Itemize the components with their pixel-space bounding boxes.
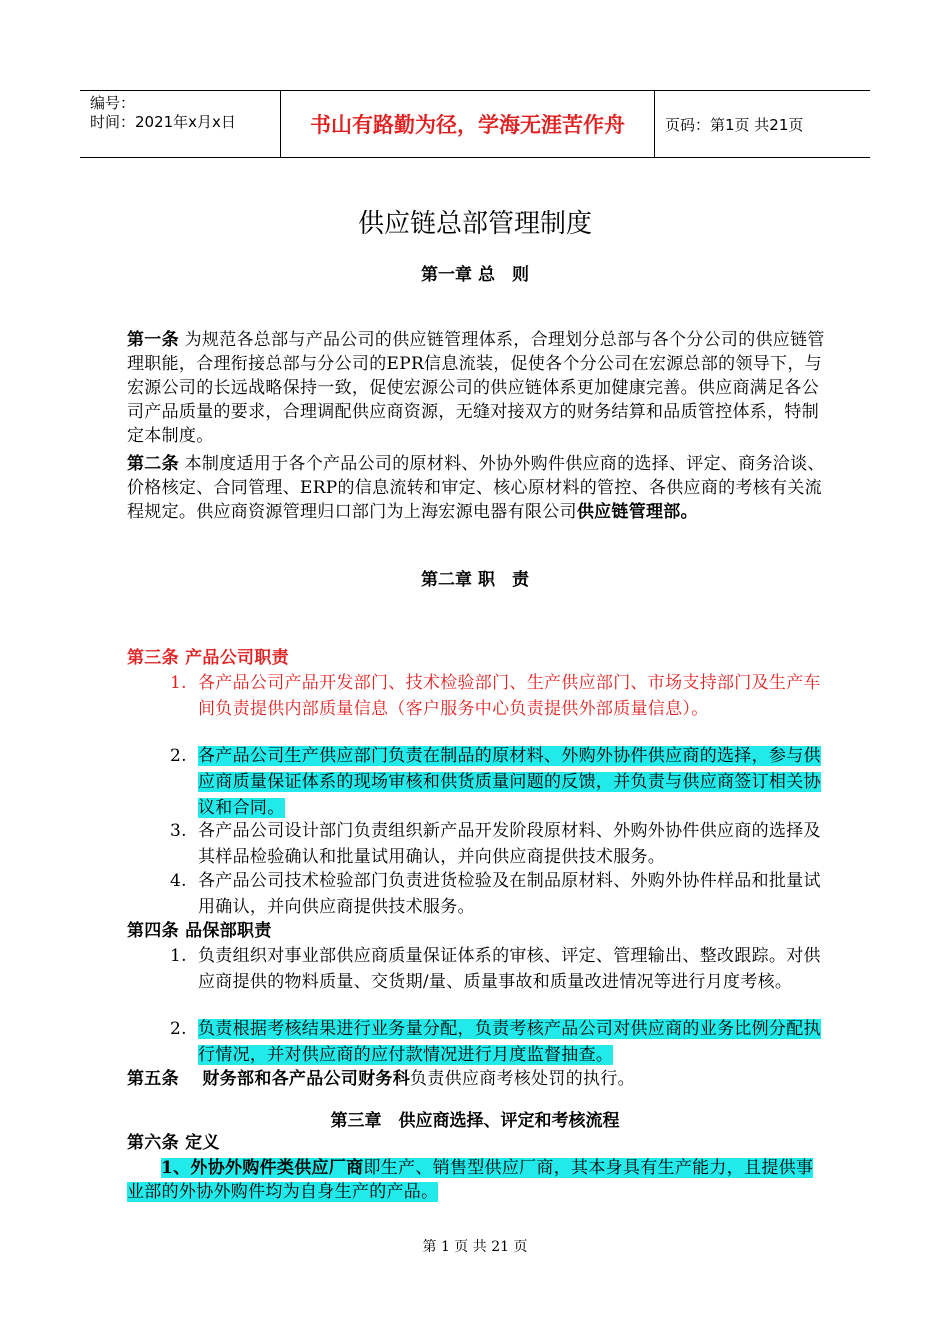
article-4-heading	[127, 919, 827, 943]
article-2-bold-tail: 供应链管理部。	[576, 502, 698, 522]
article-1-label: 第一条	[127, 330, 179, 350]
article-4-heading-text: 第四条 品保部职责	[127, 921, 272, 941]
article-6-text: 即生产、销售型供应厂商，其本身具有生产能力，且提供事业部的外协外购件均为自身生产的产品。	[127, 1158, 814, 1202]
article-3-item-1	[170, 670, 828, 722]
article-6-definition	[127, 1156, 827, 1204]
page-header	[80, 90, 870, 158]
list-text: 负责组织对事业部供应商质量保证体系的审核、评定、管理输出、整改跟踪。对供应商提供的物料质量、交货期/量、质量事故和质量改进情况等进行月度考核。	[198, 946, 821, 992]
article-3-heading	[127, 646, 827, 670]
time-label: 时间：2021年x月x日	[90, 113, 236, 131]
list-number: 4.	[170, 871, 187, 891]
article-5	[127, 1067, 827, 1091]
article-5-text: 负责供应商考核处罚的执行。	[410, 1069, 635, 1089]
list-text: 各产品公司产品开发部门、技术检验部门、生产供应部门、市场支持部门及生产车间负责提供内部质量信息（客户服务中心负责提供外部质量信息）。	[198, 673, 821, 719]
article-6-heading	[127, 1131, 827, 1155]
article-4-item-1	[170, 943, 828, 995]
article-6-heading-text: 第六条 定义	[127, 1133, 220, 1153]
list-text: 各产品公司设计部门负责组织新产品开发阶段原材料、外购外协件供应商的选择及其样品检验确认和批量试用确认，并向供应商提供技术服务。	[198, 821, 821, 867]
article-6-bold-lead: 1、外协外购件类供应厂商	[161, 1158, 364, 1178]
list-number: 1.	[170, 946, 187, 966]
number-label: 编号：	[90, 94, 136, 112]
header-page-info: 页码：第1页 共21页	[665, 115, 804, 134]
article-4-item-2	[170, 1016, 828, 1068]
chapter-1-heading: 第一章 总 则	[421, 265, 529, 285]
article-2-label: 第二条	[127, 454, 179, 474]
article-3-heading-text: 第三条 产品公司职责	[127, 648, 289, 668]
article-3-item-3	[170, 818, 828, 870]
list-number: 2.	[170, 1019, 187, 1039]
chapter-2-heading: 第二章 职 责	[421, 570, 529, 590]
article-5-label: 第五条 财务部和各产品公司财务科	[127, 1069, 411, 1089]
header-meta	[80, 91, 281, 157]
page-footer: 第 1 页 共 21 页	[422, 1239, 528, 1255]
list-number: 2.	[170, 746, 187, 766]
article-3-item-4	[170, 868, 828, 920]
list-text: 各产品公司技术检验部门负责进货检验及在制品原材料、外购外协件样品和批量试用确认，并向供应商提供技术服务。	[198, 871, 821, 917]
list-text: 负责根据考核结果进行业务量分配，负责考核产品公司对供应商的业务比例分配执行情况，并对供应商的应付款情况进行月度监督抽查。	[198, 1019, 821, 1065]
list-number: 1.	[170, 673, 187, 693]
list-text: 各产品公司生产供应部门负责在制品的原材料、外购外协件供应商的选择，参与供应商质量保证体系的现场审核和供货质量问题的反馈，并负责与供应商签订相关协议和合同。	[198, 746, 821, 818]
article-2-text: 本制度适用于各个产品公司的原材料、外协外购件供应商的选择、评定、商务洽谈、价格核定、合同管理、ERP的信息流转和审定、核心原材料的管控、各供应商的考核有关流程规定。供应商资源管理归口部门为上海宏源电器有限公司	[127, 454, 825, 522]
chapter-3-heading: 第三章 供应商选择、评定和考核流程	[330, 1111, 620, 1131]
header-motto: 书山有路勤为径，学海无涯苦作舟	[281, 91, 655, 157]
article-1	[127, 328, 827, 448]
article-1-text: 为规范各总部与产品公司的供应链管理体系，合理划分总部与各个分公司的供应链管理职能，合理衔接总部与分公司的EPR信息流装，促使各个分公司在宏源总部的领导下，与宏源公司的长远战略保持一致，促使宏源公司的供应链体系更加健康完善。供应商满足各公司产品质量的要求，合理调配供应商资源，无缝对接双方的财务结算和品质管控体系，特制定本制度。	[127, 330, 825, 446]
document-title: 供应链总部管理制度	[357, 209, 592, 239]
article-2	[127, 452, 827, 524]
article-3-item-2	[170, 743, 828, 821]
list-number: 3.	[170, 821, 187, 841]
